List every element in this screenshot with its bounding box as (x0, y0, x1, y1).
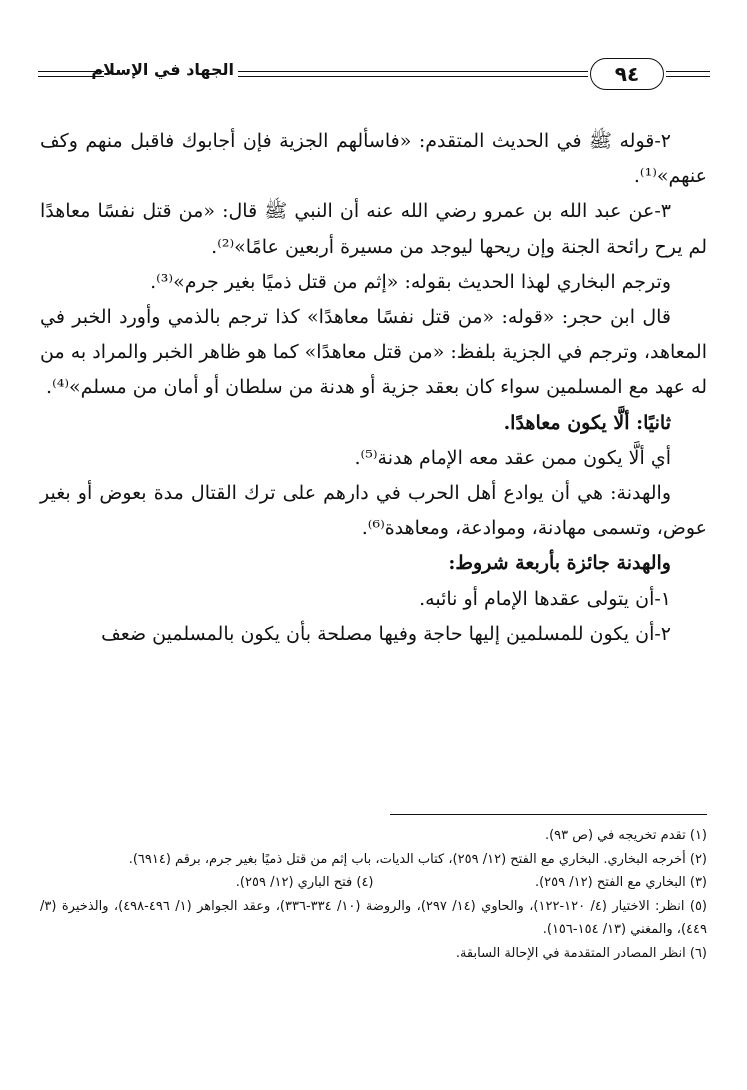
page-number: ٩٤ (590, 58, 664, 90)
paragraph-hadith-muahad: ٣-عن عبد الله بن عمرو رضي الله عنه أن النبي ﷺ قال: «من قتل نفسًا معاهدًا لم يرح رائحة الجنة وإن ريحها ليوجد من مسيرة أربعين عامًا»⁽²⁾. (40, 200, 707, 258)
footnote-5: (٥) انظر: الاختيار (٤/ ١٢٠-١٢٢)، والحاوي (١٤/ ٢٩٧)، والروضة (١٠/ ٣٣٤-٣٣٦)، وعقد الجواهر (١/ ٤٩٦-٤٩٨)، والذخيرة (٣/ ٤٤٩)، والمغني (١٣/ ١٥٤-١٥٦). (40, 898, 707, 937)
footnote-1: (١) تقدم تخريجه في (ص ٩٣). (544, 828, 707, 843)
header-rule-middle-bottom (238, 76, 588, 77)
running-title: الجهاد في الإسلام (91, 60, 234, 79)
footnote-3: (٣) البخاري مع الفتح (١٢/ ٢٥٩). (534, 875, 707, 890)
footnote-4: (٤) فتح الباري (١٢/ ٢٥٩). (235, 875, 374, 890)
footnote-6: (٦) انظر المصادر المتقدمة في الإحالة السابقة. (455, 945, 707, 961)
paragraph-bukhari-tarjama: وترجم البخاري لهذا الحديث بقوله: «إثم من قتل ذميًا بغير جرم»⁽³⁾. (150, 270, 671, 293)
footnote-row-3-4 (40, 871, 707, 895)
footnote-separator (390, 814, 707, 815)
header-rule-right-top (666, 71, 710, 72)
list-item-condition-2: ٢-أن يكون للمسلمين إليها حاجة وفيها مصلحة بأن يكون بالمسلمين ضعف (101, 622, 671, 645)
section-heading-second-condition: ثانيًا: ألَّا يكون معاهدًا. (503, 411, 671, 434)
page-header (38, 58, 710, 94)
paragraph-hadith-jizya: ٢-قوله ﷺ في الحديث المتقدم: «فاسألهم الجزية فإن أجابوك فاقبل منهم وكف عنهم»⁽¹⁾. (40, 130, 707, 188)
footnotes (40, 824, 707, 965)
paragraph-hudna-definition: والهدنة: هي أن يوادع أهل الحرب في دارهم على ترك القتال مدة بعوض أو بغير عوض، وتسمى مهادنة، وموادعة، ومعاهدة⁽⁶⁾. (40, 482, 707, 540)
paragraph-hudna-definition-short: أي ألَّا يكون ممن عقد معه الإمام هدنة⁽⁵⁾. (354, 446, 671, 469)
paragraph-ibn-hajar: قال ابن حجر: «قوله: «من قتل نفسًا معاهدًا» كذا ترجم بالذمي وأورد الخبر في المعاهد، وترجم في الجزية بلفظ: «من قتل معاهدًا» كما هو ظاهر الخبر والمراد به من له عهد مع المسلمين سواء كان بعقد جزية أو هدنة من سلطان أو أمان من مسلم»⁽⁴⁾. (40, 306, 707, 399)
section-heading-hudna-conditions: والهدنة جائزة بأربعة شروط: (448, 552, 671, 575)
header-rule-right-bottom (666, 76, 710, 77)
main-text (40, 124, 707, 652)
list-item-condition-1: ١-أن يتولى عقدها الإمام أو نائبه. (419, 587, 671, 610)
header-rule-middle-top (238, 71, 588, 72)
footnote-2: (٢) أخرجه البخاري. البخاري مع الفتح (١٢/ ٢٥٩)، كتاب الديات، باب إثم من قتل ذميًا بغير جرم، برقم (٦٩١٤). (128, 851, 707, 867)
